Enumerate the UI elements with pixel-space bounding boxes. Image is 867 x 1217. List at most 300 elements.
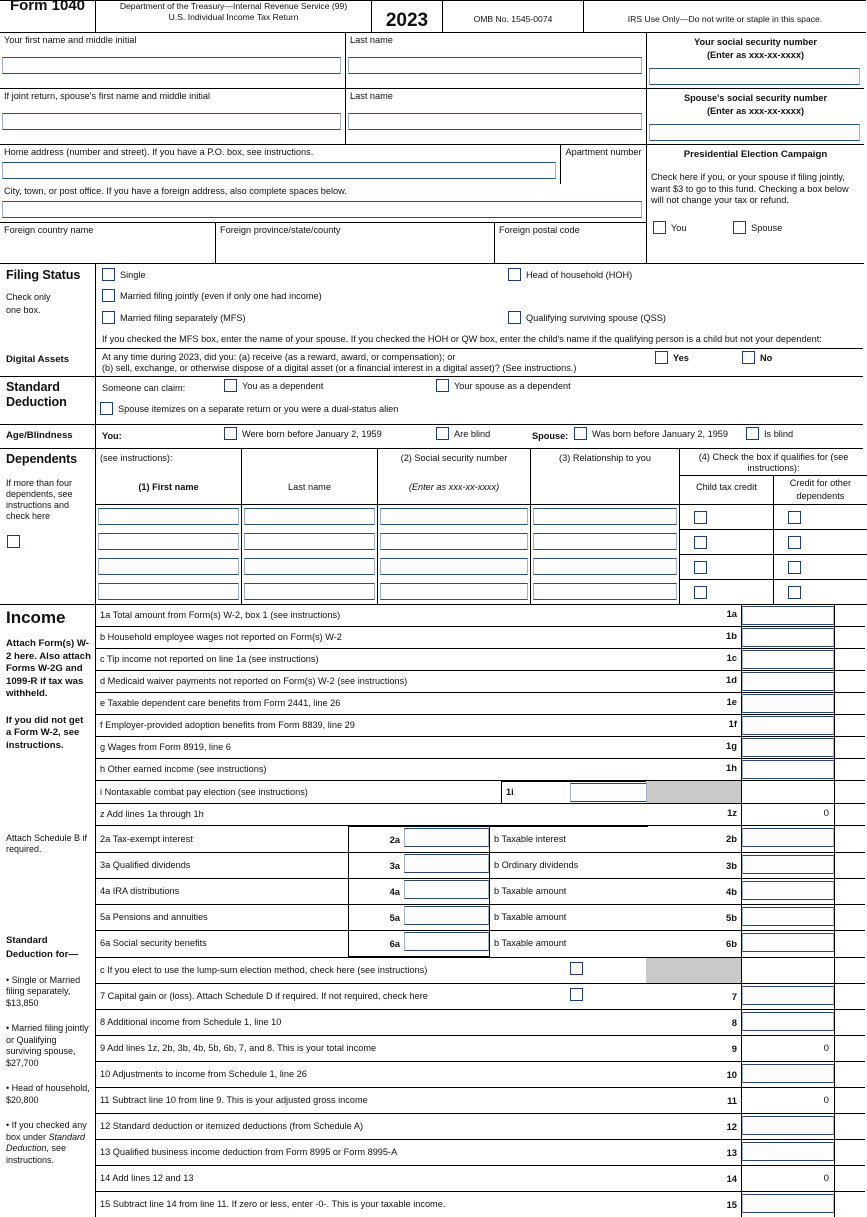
city-input-cell — [0, 199, 647, 223]
last-name-label: Last name — [346, 33, 646, 48]
spouse-as-dependent-option[interactable] — [436, 379, 571, 393]
dependents-col3-header — [531, 449, 680, 476]
dependent-child-tax-credit-checkbox[interactable] — [694, 536, 707, 549]
line-1d-number: 1d — [646, 671, 741, 686]
line-1e-value-cell — [742, 693, 835, 715]
digital-assets-yes-option[interactable] — [655, 351, 689, 365]
digital-assets-no-checkbox[interactable] — [742, 351, 755, 364]
filing-status-option-qss[interactable] — [508, 311, 666, 325]
dependents-section — [0, 449, 867, 605]
line-1g-value-cell — [742, 737, 835, 759]
income-note-2: If you did not get a Form W-2, see instructions. — [0, 703, 95, 755]
filing-status-single-label: Single — [115, 270, 146, 280]
line-6a-label-cell — [96, 931, 349, 956]
dependent-relationship-input[interactable] — [533, 558, 677, 575]
line-3b-text: b Ordinary dividends — [490, 853, 648, 878]
you-are-blind-label: Are blind — [449, 429, 490, 439]
last-name-input[interactable] — [348, 57, 642, 74]
line-12-number: 12 — [646, 1114, 741, 1133]
dependent-relationship-input[interactable] — [533, 533, 677, 550]
line-4a-label-cell — [96, 879, 349, 904]
line-1i-shaded-cell — [646, 781, 742, 804]
line-1z-value-cell — [742, 804, 835, 826]
line-1h-input[interactable] — [742, 760, 834, 779]
line-2a-number-cell — [349, 827, 405, 853]
line-1d-text: d Medicaid waiver payments not reported on Form(s) W-2 (see instructions) — [96, 671, 646, 692]
income-side-1 — [0, 605, 96, 826]
dependent-last-name-input[interactable] — [244, 558, 375, 575]
dependents-col1-header — [96, 449, 242, 476]
spouse-last-name-input[interactable] — [348, 113, 642, 130]
line-5a-label-cell — [96, 905, 349, 930]
foreign-postal-label: Foreign postal code — [495, 223, 646, 238]
you-are-blind-option[interactable] — [436, 427, 490, 441]
filing-status-option-mfj[interactable] — [102, 289, 322, 303]
line-7-text-cell — [96, 983, 647, 1009]
form-header — [0, 0, 866, 33]
income-section — [0, 605, 865, 1217]
line-1e-text-cell — [96, 693, 647, 715]
line-1g-number-cell — [646, 737, 742, 759]
presidential-spouse-checkbox[interactable] — [733, 221, 746, 234]
line-10-text: 10 Adjustments to income from Schedule 1, line 26 — [96, 1062, 646, 1087]
dependents-child-tax-credit-label: Child tax credit — [680, 476, 773, 497]
line-4a-text: 4a IRA distributions — [96, 879, 348, 904]
line-10-cents-cell — [835, 1061, 866, 1087]
spouse-ssn-input[interactable] — [649, 124, 860, 141]
line-9-number-cell — [646, 1035, 742, 1061]
line-1g-text: g Wages from Form 8919, line 6 — [96, 737, 646, 758]
line-1a-text-cell — [96, 605, 647, 627]
line-3a-input[interactable] — [404, 854, 489, 873]
line-7-checkbox[interactable] — [570, 988, 583, 1001]
line-4b-text: b Taxable amount — [490, 879, 648, 904]
foreign-province-input-cell — [216, 238, 495, 263]
line-13-cents-cell — [835, 1139, 866, 1165]
line-14-cents-cell — [835, 1165, 866, 1191]
line-6b-value-cell — [742, 931, 835, 958]
line-1i-number: 1i — [502, 782, 570, 800]
line-1c-text-cell — [96, 649, 647, 671]
line-1b-text-cell — [96, 627, 647, 649]
line-1h-cents-cell — [835, 759, 866, 781]
dependent-relationship-cell — [531, 580, 680, 605]
dependent-row — [0, 530, 867, 555]
foreign-postal-input-cell — [495, 238, 647, 263]
line-9-text: 9 Add lines 1z, 2b, 3b, 4b, 5b, 6b, 7, and 8. This is your total income — [96, 1036, 646, 1061]
line-4a-number-cell — [349, 879, 405, 904]
line-14-text: 14 Add lines 12 and 13 — [96, 1166, 646, 1191]
first-name-input-cell — [0, 55, 346, 88]
line-3b-input[interactable] — [742, 855, 834, 874]
line-4b-cents-cell — [835, 879, 866, 905]
line-1f-text: f Employer-provided adoption benefits from Form 8839, line 29 — [96, 715, 646, 736]
sd-bullet-4-a: • If you checked any box under — [6, 1120, 87, 1142]
dependent-relationship-input[interactable] — [533, 508, 677, 525]
line-11-number-cell — [646, 1087, 742, 1113]
digital-assets-question-2: (b) sell, exchange, or otherwise dispose of a digital asset (or a financial interest in a digital asset)? (See instructions.) — [102, 363, 622, 374]
presidential-spouse-option[interactable] — [733, 223, 782, 233]
filing-status-qss-checkbox[interactable] — [508, 311, 521, 324]
line-1b-cents-cell — [835, 627, 866, 649]
line-5b-input[interactable] — [742, 907, 834, 926]
line-1z-text-cell — [96, 804, 647, 826]
line-6c-text-cell — [96, 957, 647, 983]
dependent-first-name-input[interactable] — [98, 508, 239, 525]
home-address-label-cell — [0, 145, 561, 160]
dependent-ssn-cell — [378, 530, 531, 555]
foreign-province-label: Foreign province/state/county — [216, 223, 494, 238]
line-12-text: 12 Standard deduction or itemized deductions (from Schedule A) — [96, 1114, 646, 1139]
line-10-input[interactable] — [742, 1064, 834, 1083]
dependent-other-credit-checkbox[interactable] — [788, 561, 801, 574]
digital-assets-no-option[interactable] — [742, 351, 772, 365]
tax-year-cell — [372, 1, 443, 33]
line-4b-input[interactable] — [742, 881, 834, 900]
line-2a-text: 2a Tax-exempt interest — [96, 827, 348, 852]
filing-status-option-mfs[interactable] — [102, 311, 246, 325]
line-1a-number: 1a — [646, 605, 741, 620]
sd-bullet-2: • Married filing jointly or Qualifying surviving spouse, $27,700 — [0, 1011, 95, 1071]
home-address-input-cell — [0, 160, 561, 184]
filing-status-note-2: one box. — [0, 305, 95, 318]
irs-use-note: IRS Use Only—Do not write or staple in this space. — [628, 14, 822, 24]
dependents-ctc-header — [680, 476, 774, 505]
line-6b-input[interactable] — [742, 933, 834, 952]
dependent-ssn-input[interactable] — [380, 533, 528, 550]
line-1c-value-cell — [742, 649, 835, 671]
foreign-country-label-cell — [0, 223, 216, 238]
dependent-other-cell — [773, 505, 867, 530]
age-blindness-spouse-label: Spouse: — [528, 429, 572, 444]
dependent-ssn-cell — [378, 580, 531, 605]
spouse-itemizes-option[interactable] — [100, 402, 398, 416]
line-1z-text: z Add lines 1a through 1h — [96, 804, 646, 825]
dependent-last-name-input[interactable] — [244, 583, 375, 600]
line-11-text-cell — [96, 1087, 647, 1113]
spouse-first-name-input-cell — [0, 111, 346, 144]
line-4a-input[interactable] — [404, 880, 489, 899]
line-1f-value-cell — [742, 715, 835, 737]
apartment-label: Apartment number — [561, 145, 646, 160]
age-blindness-section — [0, 425, 863, 449]
line-1d-cents-cell — [835, 671, 866, 693]
dept-line-1: Department of the Treasury—Internal Revenue Service (99) — [96, 1, 371, 12]
digital-assets-section — [0, 349, 863, 377]
dependent-ssn-input[interactable] — [380, 508, 528, 525]
standard-deduction-heading-2: Deduction — [0, 395, 95, 410]
spouse-is-blind-label: Is blind — [759, 429, 793, 439]
filing-status-option-hoh[interactable] — [508, 268, 632, 282]
dependent-last-name-input[interactable] — [244, 508, 375, 525]
filing-status-side — [0, 264, 96, 349]
dependents-col1-subheader — [96, 476, 242, 505]
you-as-dependent-option[interactable] — [224, 379, 323, 393]
line-12-input[interactable] — [742, 1116, 834, 1135]
presidential-you-checkbox[interactable] — [653, 221, 666, 234]
line-2b-input[interactable] — [742, 828, 834, 847]
line-11-text: 11 Subtract line 10 from line 9. This is your adjusted gross income — [96, 1088, 646, 1113]
line-2b-value-cell — [742, 826, 835, 853]
line-5b-label-cell — [490, 905, 649, 930]
line-1c-input[interactable] — [742, 650, 834, 669]
line-1h-text: h Other earned income (see instructions) — [96, 759, 646, 780]
line-3b-value-cell — [742, 853, 835, 879]
line-6b-text: b Taxable amount — [490, 931, 648, 956]
income-heading: Income — [0, 605, 95, 628]
spouse-itemizes-checkbox[interactable] — [100, 402, 113, 415]
first-name-label-cell — [0, 33, 346, 55]
income-note-1: Attach Form(s) W-2 here. Also attach Forms W-2G and 1099-R if tax was withheld. — [0, 628, 95, 703]
spouse-first-name-label: If joint return, spouse's first name and middle initial — [0, 89, 345, 104]
spouse-last-name-input-cell — [346, 111, 647, 144]
filing-status-mfj-label: Married filing jointly (even if only one had income) — [115, 291, 322, 301]
dependents-qualifies-header: (4) Check the box if qualifies for (see instructions): — [680, 449, 867, 475]
dependents-first-name-header: (1) First name — [96, 476, 241, 497]
dependents-side-note: If more than four dependents, see instructions and check here — [0, 467, 95, 524]
presidential-you-option[interactable] — [653, 223, 689, 233]
dependents-other-credit-label-2: dependents — [774, 491, 867, 505]
filing-status-mfs-note: If you checked the MFS box, enter the name of your spouse. If you checked the HOH or QW box, enter the child's name if the qualifying person is a child but not your dependent: — [96, 333, 863, 349]
line-1f-number: 1f — [646, 715, 741, 730]
line-1b-value-cell — [742, 627, 835, 649]
line-6b-number: 6b — [646, 931, 741, 950]
line-6b-number-cell — [646, 931, 742, 958]
age-blindness-you-label: You: — [98, 429, 126, 444]
line-6a-number: 6a — [349, 931, 404, 950]
line-13-text: 13 Qualified business income deduction from Form 8995 or Form 8995-A — [96, 1140, 646, 1165]
line-2a-number: 2a — [349, 827, 404, 846]
presidential-spouse-label: Spouse — [746, 223, 782, 233]
line-1a-text: 1a Total amount from Form(s) W-2, box 1 (see instructions) — [96, 605, 646, 626]
line-5a-number-cell — [349, 905, 405, 930]
line-6c-checkbox[interactable] — [570, 962, 583, 975]
dependent-last-name-cell — [242, 505, 378, 530]
line-2a-value-cell — [404, 827, 490, 853]
line-7-text: 7 Capital gain or (loss). Attach Schedule D if required. If not required, check here — [96, 984, 646, 1009]
line-12-value-cell — [742, 1113, 835, 1139]
tax-year: 2023 — [386, 10, 428, 31]
home-address-input[interactable] — [2, 162, 556, 179]
sd-bullet-4 — [0, 1108, 95, 1168]
you-born-before-option[interactable] — [224, 427, 382, 441]
line-7-number-cell — [646, 983, 742, 1009]
dependent-other-credit-checkbox[interactable] — [788, 536, 801, 549]
line-13-input[interactable] — [742, 1142, 834, 1161]
apartment-label-cell — [561, 145, 647, 160]
line-2a-label-cell — [96, 827, 349, 853]
dependents-other-header — [773, 476, 867, 505]
digital-assets-yes-checkbox[interactable] — [655, 351, 668, 364]
line-1d-number-cell — [646, 671, 742, 693]
line-3a-label-cell — [96, 853, 349, 878]
foreign-country-input[interactable] — [3, 243, 211, 259]
dependent-row — [0, 580, 867, 605]
line-1f-number-cell — [646, 715, 742, 737]
dependent-child-tax-credit-checkbox[interactable] — [694, 561, 707, 574]
line-8-number-cell — [646, 1009, 742, 1035]
presidential-title: Presidential Election Campaign — [647, 145, 864, 162]
line-1i-input[interactable] — [570, 783, 647, 802]
dependent-ctc-cell — [680, 555, 774, 580]
filing-status-mfs-checkbox[interactable] — [102, 311, 115, 324]
line-1g-input[interactable] — [742, 738, 834, 757]
filing-status-hoh-checkbox[interactable] — [508, 268, 521, 281]
dependents-last-name-header: Last name — [242, 476, 377, 497]
dependent-other-credit-checkbox[interactable] — [788, 586, 801, 599]
dependent-first-name-cell — [96, 555, 242, 580]
first-name-input[interactable] — [2, 57, 341, 74]
line-7-input[interactable] — [742, 986, 834, 1005]
foreign-province-input[interactable] — [219, 243, 490, 259]
line-2a-input[interactable] — [404, 828, 489, 847]
age-blindness-body — [96, 425, 864, 449]
dependents-more-than-four-checkbox[interactable] — [7, 535, 20, 548]
line-1c-text: c Tip income not reported on line 1a (see instructions) — [96, 649, 646, 670]
line-1e-input[interactable] — [742, 694, 834, 713]
line-15-input[interactable] — [742, 1194, 834, 1213]
apartment-input-cell — [561, 160, 647, 184]
dependent-last-name-input[interactable] — [244, 533, 375, 550]
line-6b-cents-cell — [835, 931, 866, 958]
line-1e-text: e Taxable dependent care benefits from Form 2441, line 26 — [96, 693, 646, 714]
line-4b-label-cell — [490, 879, 649, 904]
age-blindness-heading: Age/Blindness — [0, 425, 95, 444]
line-1c-number: 1c — [646, 649, 741, 664]
dependent-first-name-input[interactable] — [98, 558, 239, 575]
standard-deduction-section — [0, 377, 863, 425]
filing-status-option-single[interactable] — [102, 268, 146, 282]
line-13-text-cell — [96, 1139, 647, 1165]
line-3-row-cell — [96, 853, 647, 879]
line-1b-number-cell — [646, 627, 742, 649]
line-6a-number-cell — [349, 931, 405, 956]
line-1e-number-cell — [646, 693, 742, 715]
spouse-is-blind-option[interactable] — [746, 427, 793, 441]
city-label-cell — [0, 184, 647, 199]
line-8-input[interactable] — [742, 1012, 834, 1031]
income-side-2 — [0, 826, 96, 879]
dependent-child-tax-credit-checkbox[interactable] — [694, 511, 707, 524]
foreign-country-input-cell — [0, 238, 216, 263]
line-12-number-cell — [646, 1113, 742, 1139]
dependent-first-name-input[interactable] — [98, 533, 239, 550]
apartment-input[interactable] — [564, 162, 643, 179]
line-10-number-cell — [646, 1061, 742, 1087]
line-4-row-cell — [96, 879, 647, 905]
dependents-ssn-header: (2) Social security number — [378, 449, 530, 466]
dependent-ssn-cell — [378, 505, 531, 530]
line-1z-value: 0 — [742, 804, 834, 823]
line-5a-input[interactable] — [404, 906, 489, 925]
line-1a-input[interactable] — [742, 606, 834, 625]
spouse-born-before-label: Was born before January 2, 1959 — [587, 429, 728, 439]
line-1d-input[interactable] — [742, 672, 834, 691]
dependents-side — [0, 449, 96, 605]
line-8-text: 8 Additional income from Schedule 1, line 10 — [96, 1010, 646, 1035]
ssn-input[interactable] — [649, 68, 860, 85]
last-name-label-cell — [346, 33, 647, 55]
filing-status-mfs-label: Married filing separately (MFS) — [115, 313, 246, 323]
ssn-label-2: (Enter as xxx-xx-xxxx) — [647, 50, 864, 63]
line-5b-number-cell — [646, 905, 742, 931]
dependent-first-name-cell — [96, 505, 242, 530]
foreign-address-inputs-cell — [0, 238, 647, 263]
spouse-born-before-checkbox[interactable] — [574, 427, 587, 440]
line-9-cents-cell — [835, 1035, 866, 1061]
line-1z-number: 1z — [646, 804, 741, 819]
dependent-first-name-input[interactable] — [98, 583, 239, 600]
dependent-relationship-input[interactable] — [533, 583, 677, 600]
foreign-address-labels-cell — [0, 223, 647, 239]
digital-assets-heading: Digital Assets — [0, 349, 95, 368]
sd-side-heading-1: Standard — [0, 931, 95, 949]
dependent-ssn-input[interactable] — [380, 583, 528, 600]
line-5-row-cell — [96, 905, 647, 931]
income-side-4 — [0, 931, 96, 1217]
you-are-blind-checkbox[interactable] — [436, 427, 449, 440]
digital-assets-side — [0, 349, 96, 377]
line-4b-value-cell — [742, 879, 835, 905]
spouse-first-name-input[interactable] — [2, 113, 341, 130]
line-5a-text: 5a Pensions and annuities — [96, 905, 348, 930]
foreign-postal-input[interactable] — [498, 243, 642, 259]
line-15-value-cell — [742, 1191, 835, 1217]
line-7-value-cell — [742, 983, 835, 1009]
spouse-as-dependent-checkbox[interactable] — [436, 379, 449, 392]
line-4b-number: 4b — [646, 879, 741, 898]
form-number-cell — [0, 1, 96, 33]
line-6a-input[interactable] — [404, 932, 489, 951]
filing-status-hoh-label: Head of household (HOH) — [521, 270, 632, 280]
line-1a-cents-cell — [835, 605, 866, 627]
line-1i-text-cell — [96, 781, 647, 804]
dependent-other-credit-checkbox[interactable] — [788, 511, 801, 524]
spouse-born-before-option[interactable] — [574, 427, 728, 441]
line-13-value-cell — [742, 1139, 835, 1165]
you-as-dependent-checkbox[interactable] — [224, 379, 237, 392]
filing-status-single-checkbox[interactable] — [102, 268, 115, 281]
dependent-relationship-cell — [531, 505, 680, 530]
foreign-postal-label-cell — [495, 223, 647, 238]
address-block — [0, 145, 864, 264]
ssn-cell — [647, 33, 865, 89]
filing-status-mfj-checkbox[interactable] — [102, 289, 115, 302]
line-1h-value-cell — [742, 759, 835, 781]
line-14-number-cell — [646, 1165, 742, 1191]
spouse-is-blind-checkbox[interactable] — [746, 427, 759, 440]
line-1h-number: 1h — [646, 759, 741, 774]
line-2b-number: 2b — [646, 826, 741, 845]
line-6c-cents-cell — [835, 957, 866, 983]
dependents-relationship-header: (3) Relationship to you — [531, 449, 679, 466]
digital-assets-body — [96, 349, 864, 377]
dept-line-2: U.S. Individual Income Tax Return — [96, 12, 371, 23]
line-1b-input[interactable] — [742, 628, 834, 647]
dependent-other-cell — [773, 580, 867, 605]
line-1b-number: 1b — [646, 627, 741, 642]
line-15-number: 15 — [646, 1192, 741, 1211]
dependent-ssn-input[interactable] — [380, 558, 528, 575]
line-1f-input[interactable] — [742, 716, 834, 735]
line-11-cents-cell — [835, 1087, 866, 1113]
line-5b-cents-cell — [835, 905, 866, 931]
presidential-you-label: You — [666, 223, 687, 233]
you-born-before-checkbox[interactable] — [224, 427, 237, 440]
city-input[interactable] — [2, 201, 642, 218]
dependent-child-tax-credit-checkbox[interactable] — [694, 586, 707, 599]
line-3b-number-cell — [646, 853, 742, 879]
